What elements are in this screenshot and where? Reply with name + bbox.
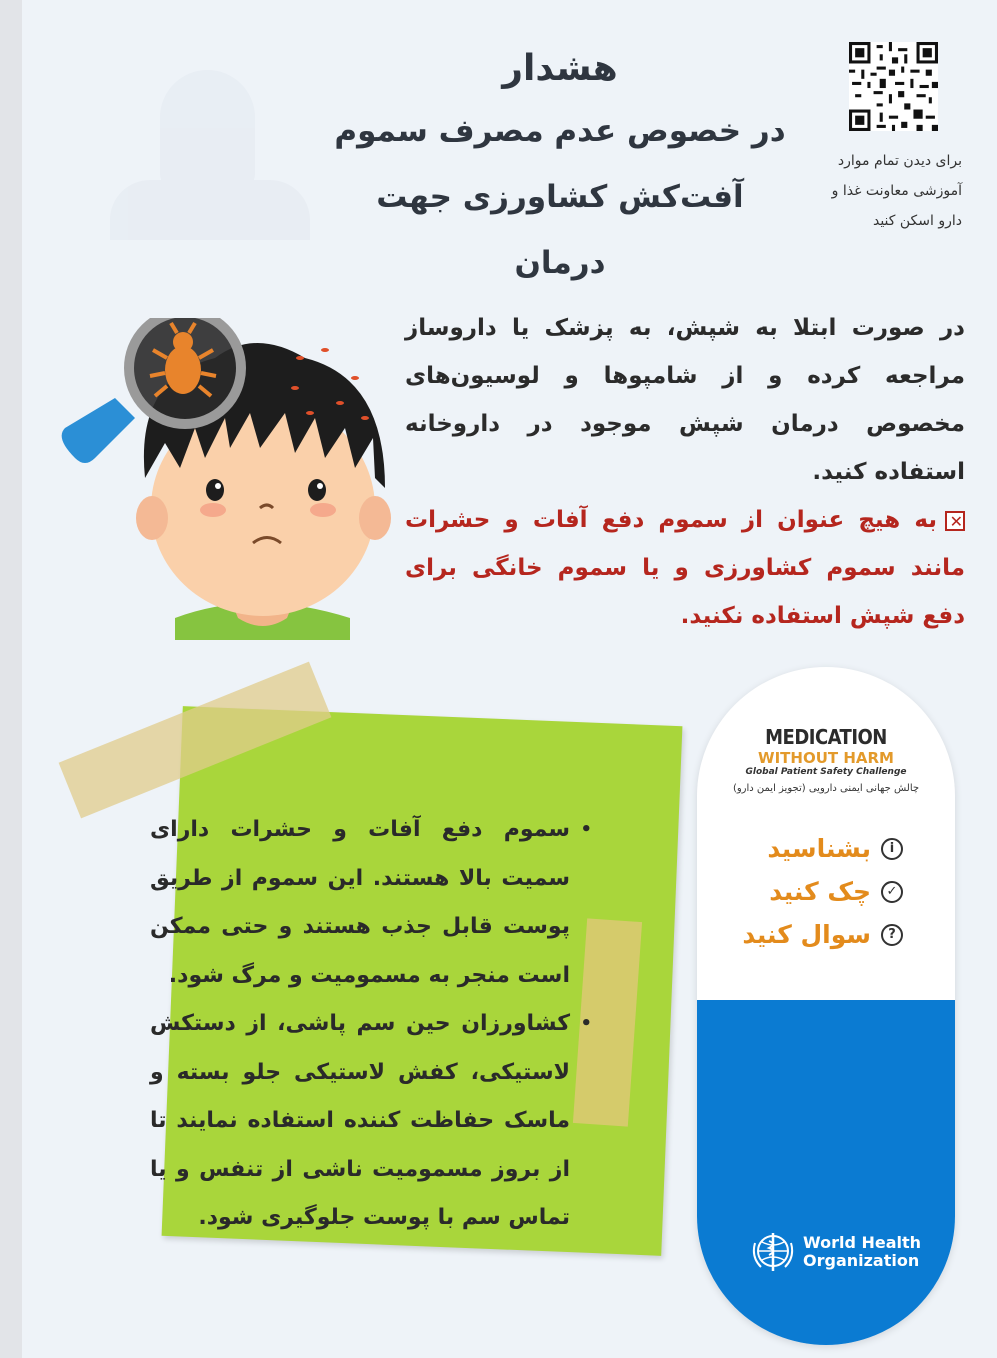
qr-caption — [790, 146, 962, 236]
left-edge-strip — [0, 0, 22, 1358]
step-check — [742, 870, 903, 913]
mwh-logo-line-3: Global Patient Safety Challenge — [745, 767, 907, 777]
qr-caption-line: آموزشی معاونت غذا و — [831, 183, 962, 199]
qr-caption-line: برای دیدن تمام موارد — [837, 153, 962, 169]
who-emblem-icon — [749, 1229, 797, 1275]
mwh-logo-line-1: MEDICATION — [765, 725, 887, 749]
mwh-logo-line-2: WITHOUT HARM — [758, 749, 894, 767]
title-block — [330, 40, 790, 296]
intro-paragraph: در صورت ابتلا به شپش، به پزشک یا داروساز مراجعه کرده و از شامپوها و لوسیون‌های مخصوص درمان شپش موجود در داروخانه استفاده کنید. — [405, 315, 965, 485]
step-label: سوال کنید — [742, 920, 871, 949]
mwh-logo — [697, 725, 955, 794]
who-logo — [749, 1229, 921, 1275]
boy-with-lice-illustration — [55, 318, 400, 640]
check-icon: ✓ — [881, 881, 903, 903]
step-list — [742, 827, 903, 956]
who-wordmark — [803, 1234, 921, 1270]
step-know — [742, 827, 903, 870]
step-label: چک کنید — [769, 877, 871, 906]
pill-blue-half — [697, 1000, 955, 1345]
x-box-icon: ✕ — [945, 511, 965, 531]
faded-background-illustration — [110, 70, 310, 240]
who-wordmark-line-1: World Health — [803, 1233, 922, 1252]
medication-without-harm-pill — [697, 667, 955, 1345]
list-item: • کشاورزان حین سم پاشی، از دستکش لاستیکی، کفش لاستیکی جلو بسته و ماسک حفاظت کننده استفاده نمایند تا از بروز مسمومیت ناشی از تنفس و یا تماس سم با پوست جلوگیری شود. — [150, 1000, 570, 1243]
warning-paragraph — [405, 496, 965, 640]
page-subtitle-line-2: آفت‌کش کشاورزی جهت درمان — [376, 179, 744, 281]
who-wordmark-line-2: Organization — [803, 1251, 920, 1270]
info-icon: i — [881, 838, 903, 860]
qr-code-icon[interactable] — [849, 42, 938, 131]
warning-text: به هیچ عنوان از سموم دفع آفات و حشرات مانند سموم کشاورزی و یا سموم خانگی برای دفع شپش استفاده نکنید. — [405, 507, 965, 629]
qr-caption-line: دارو اسکن کنید — [872, 213, 962, 229]
question-icon: ? — [881, 924, 903, 946]
step-label: بشناسید — [767, 834, 871, 863]
note-bullet-list — [150, 806, 592, 1243]
step-ask — [742, 913, 903, 956]
page-subtitle-line-1: در خصوص عدم مصرف سموم — [334, 113, 786, 149]
page-title: هشدار — [502, 48, 618, 89]
mwh-persian-caption: چالش جهانی ایمنی دارویی (تجویز ایمن دارو) — [732, 783, 920, 794]
list-item: • سموم دفع آفات و حشرات دارای سمیت بالا هستند. این سموم از طریق پوست قابل جذب هستند و حتی ممکن است منجر به مسمومیت و مرگ شود. — [150, 806, 570, 1000]
